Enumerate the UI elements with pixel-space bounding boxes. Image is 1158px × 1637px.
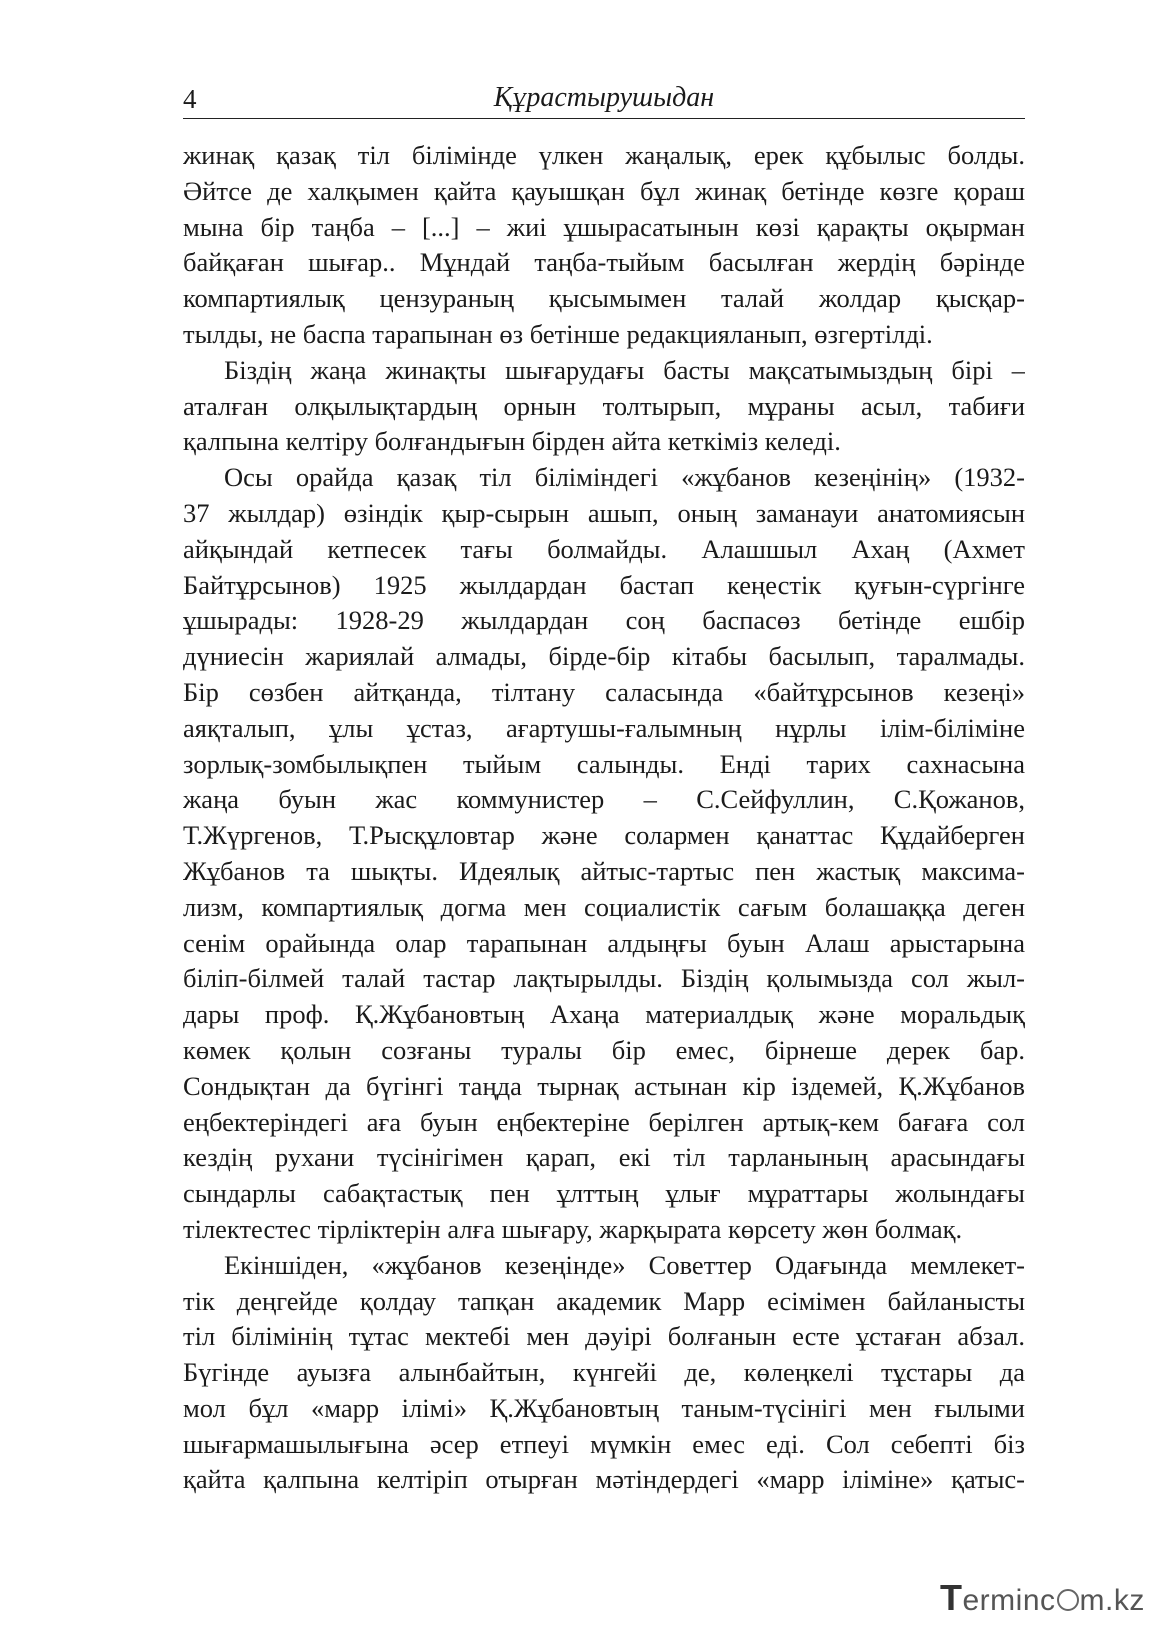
paragraph	[183, 138, 1025, 353]
text-line: тілектестес тірліктерін алға шығару, жарқырата көрсету жөн болмақ.	[183, 1213, 963, 1244]
text-line: сенім орайында олар тарапынан алдыңғы буын Алаш арыстарына	[183, 927, 1025, 958]
text-line: еңбектеріндегі аға буын еңбектеріне берілген артық-кем бағаға сол	[183, 1106, 1025, 1137]
text-line: Әйтсе де халқымен қайта қауышқан бұл жинақ бетінде көзге қораш	[183, 175, 1025, 206]
text-line: кездің рухани түсінігімен қарап, екі тіл тарланының арасындағы	[183, 1142, 1025, 1173]
text-line: біліп-білмей талай тастар лақтырылды. Біздің қолымызда сол жыл-	[183, 963, 1025, 994]
text-line: тік деңгейде қолдау тапқан академик Марр есімімен байланысты	[183, 1285, 1025, 1316]
terminkom-watermark-logo	[940, 1577, 1145, 1617]
paragraph	[183, 1248, 1025, 1499]
text-line: Бір сөзбен айтқанда, тілтану саласында «байтұрсынов кезеңі»	[183, 676, 1025, 707]
paragraph	[183, 353, 1025, 460]
text-line: қайта қалпына келтіріп отырған мәтіндердегі «марр іліміне» қатыс-	[183, 1464, 1025, 1495]
text-line: лизм, компартиялық догма мен социалистік сағым болашаққа деген	[183, 891, 1025, 922]
text-line: 37 жылдар) өзіндік қыр-сырын ашып, оның заманауи анатомиясын	[183, 497, 1025, 528]
text-line: Бүгінде ауызға алынбайтын, күнгейі де, көлеңкелі тұстары да	[183, 1357, 1025, 1388]
text-line: Жұбанов та шықты. Идеялық айтыс-тартыс пен жастық максима-	[183, 855, 1025, 886]
text-line: шығармашылығына әсер етпеуі мүмкін емес еді. Сол себепті біз	[183, 1428, 1025, 1459]
watermark-text-part2: m.kz	[1079, 1584, 1145, 1617]
text-line: айқындай кетпесек тағы болмайды. Алашшыл Ахаң (Ахмет	[183, 533, 1025, 564]
page-number: 4	[183, 84, 197, 114]
text-line: мол бұл «марр ілімі» Қ.Жұбановтың таным-түсінігі мен ғылыми	[183, 1392, 1025, 1423]
text-line: компартиялық цензураның қысымымен талай жолдар қысқар-	[183, 283, 1025, 314]
text-line: тылды, не баспа тарапынан өз бетінше редакцияланып, өзгертілді.	[183, 318, 933, 349]
text-line: аталған олқылықтардың орнын толтырып, мұраны асыл, табиғи	[183, 390, 1025, 421]
text-line: Осы орайда қазақ тіл біліміндегі «жұбанов кезеңінің» (1932-	[224, 462, 1025, 493]
text-line: жинақ қазақ тіл білімінде үлкен жаңалық, ерек құбылыс болды.	[183, 140, 1025, 170]
text-line: ұшырады: 1928-29 жылдардан соң баспасөз бетінде ешбір	[183, 605, 1025, 636]
paragraph	[183, 460, 1025, 1248]
text-line: дүниесін жариялай алмады, бірде-бір кітабы басылып, таралмады.	[183, 641, 1025, 672]
text-line: қалпына келтіру болғандығын бірден айта кеткіміз келеді.	[183, 426, 841, 457]
watermark-text-part1: erminc	[962, 1584, 1056, 1617]
body-text	[183, 138, 1025, 1498]
watermark-letter-t: T	[940, 1577, 963, 1618]
watermark-magnifier-icon	[1057, 1589, 1079, 1611]
text-line: Т.Жүргенов, Т.Рысқұловтар және солармен қанаттас Құдайберген	[183, 820, 1025, 851]
text-line: дары проф. Қ.Жұбановтың Ахаңа материалдық және моральдық	[183, 999, 1025, 1030]
text-line: зорлық-зомбылықпен тыйым салынды. Енді тарих сахнасына	[183, 748, 1025, 779]
text-line: Екіншіден, «жұбанов кезеңінде» Советтер Одағында мемлекет-	[224, 1249, 1025, 1280]
text-line: көмек қолын созғаны туралы бір емес, бірнеше дерек бар.	[183, 1034, 1025, 1065]
text-line: аяқталып, ұлы ұстаз, ағартушы-ғалымның нұрлы ілім-біліміне	[183, 712, 1025, 743]
page-header	[183, 80, 1025, 119]
text-line: мына бір таңба – [...] – жиі ұшырасатынын көзі қарақты оқырман	[183, 211, 1025, 242]
text-line: байқаған шығар.. Мұндай таңба-тыйым басылған жердің бәрінде	[183, 247, 1025, 278]
text-line: Сондықтан да бүгінгі таңда тырнақ астынан кір іздемей, Қ.Жұбанов	[183, 1070, 1025, 1101]
text-line: Біздің жаңа жинақты шығарудағы басты мақсатымыздың бірі –	[224, 354, 1025, 385]
text-line: сындарлы сабақтастық пен ұлттың ұлығ мұраттары жолындағы	[183, 1178, 1025, 1209]
text-line: жаңа буын жас коммунистер – С.Сейфуллин, С.Қожанов,	[183, 784, 1025, 815]
text-line: Байтұрсынов) 1925 жылдардан бастап кеңестік қуғын-сүргінге	[183, 569, 1025, 600]
text-line: тіл білімінің тұтас мектебі мен дәуірі болғанын есте ұстаған абзал.	[183, 1321, 1025, 1352]
running-title: Құрастырушыдан	[493, 82, 715, 113]
